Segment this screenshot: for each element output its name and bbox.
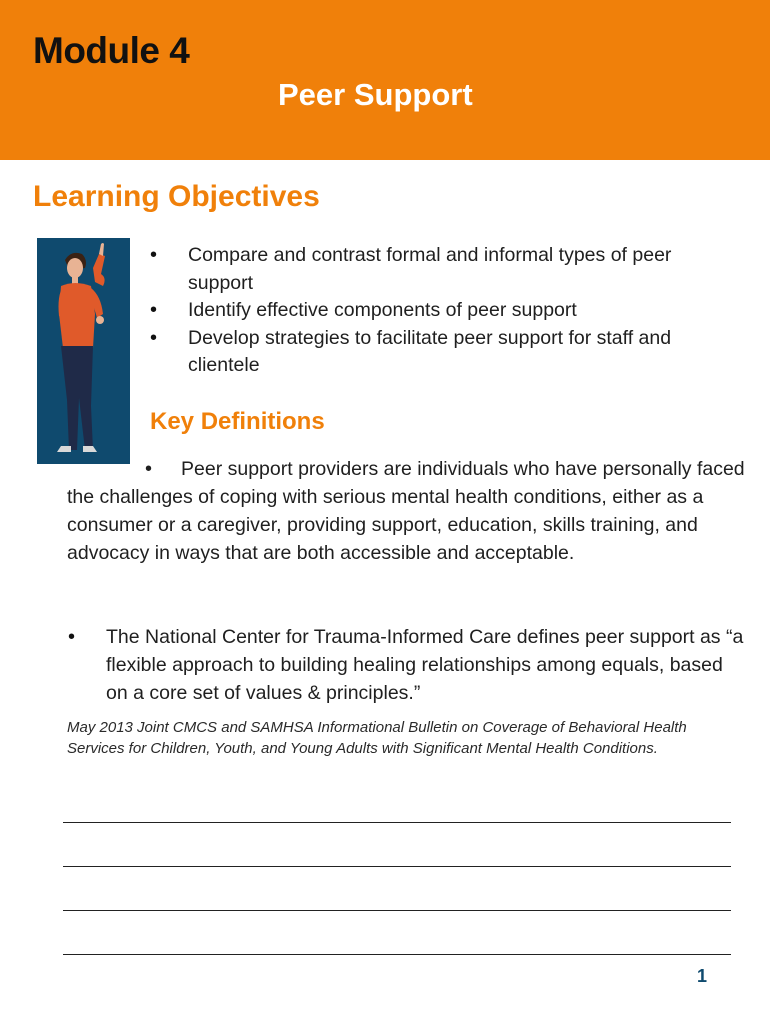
module-header-banner (0, 0, 770, 160)
module-subtitle: Peer Support (278, 77, 473, 112)
definition-item: • The National Center for Trauma-Informed Care defines peer support as “a flexible approach to building healing relationships among equals, based on a core set of values & principles.” (106, 623, 746, 707)
definition-text: Peer support providers are individuals who have personally faced the challenges of coping with serious mental health conditions, either as a consumer or a caregiver, providing support, education, skills training, and advocacy in ways that are both accessible and acceptable. (67, 458, 745, 564)
note-line[interactable] (63, 910, 731, 911)
objective-item: • Develop strategies to facilitate peer support for staff and clientele (188, 325, 708, 380)
note-line[interactable] (63, 822, 731, 823)
learning-objectives-title: Learning Objectives (33, 180, 320, 213)
citation: May 2013 Joint CMCS and SAMHSA Informational Bulletin on Coverage of Behavioral Health Services for Children, Youth, and Young Adults with Significant Mental Health Conditions. (67, 719, 687, 757)
bullet-icon: • (145, 458, 153, 480)
objective-item: • Compare and contrast formal and informal types of peer support (188, 242, 708, 297)
module-title: Module 4 (33, 30, 190, 71)
person-raising-finger-illustration (37, 238, 130, 464)
note-line[interactable] (63, 954, 731, 955)
page-number: 1 (696, 966, 707, 986)
key-definitions-title: Key Definitions (150, 408, 325, 435)
objective-item: • Identify effective components of peer support (188, 297, 708, 325)
key-definitions-list (106, 623, 746, 707)
person-illustration (37, 238, 130, 464)
note-line[interactable] (63, 866, 731, 867)
learning-objectives-list (188, 242, 708, 380)
definition-item (67, 455, 757, 567)
